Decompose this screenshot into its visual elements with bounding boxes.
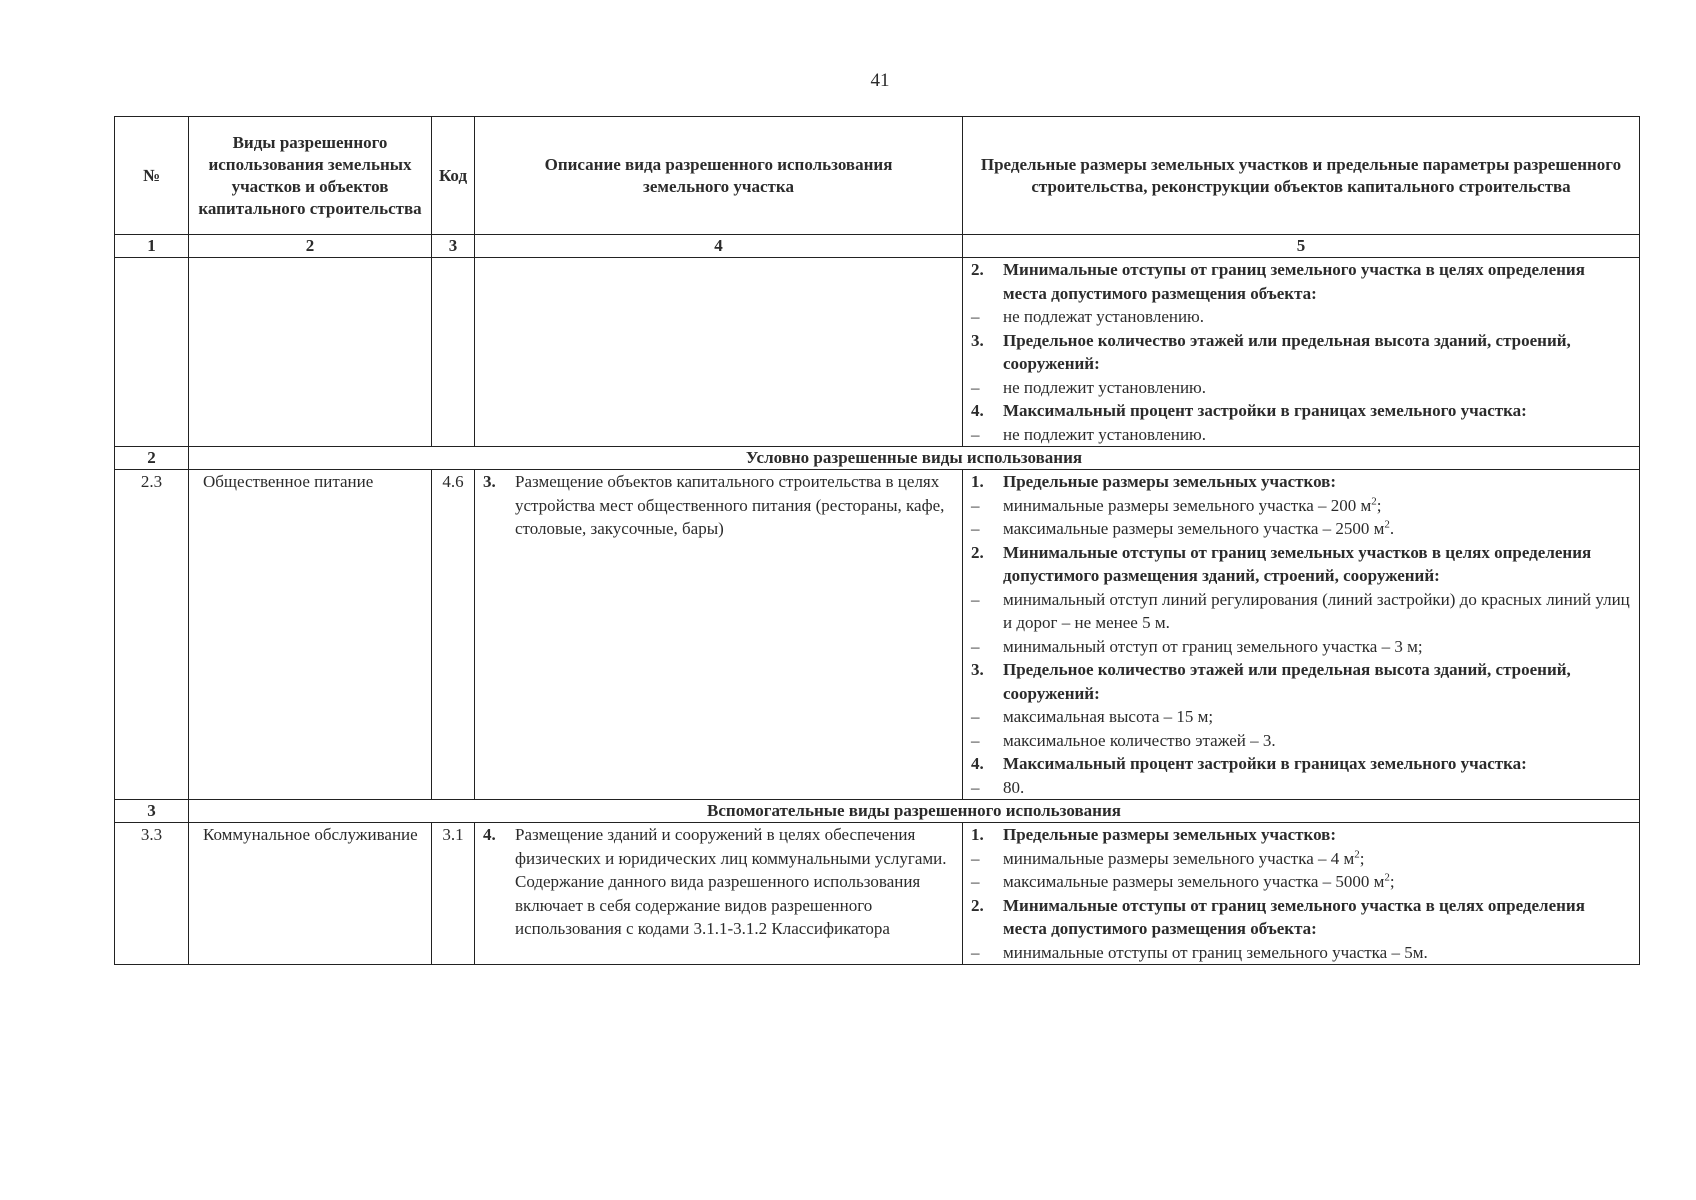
table-row [115,823,1640,965]
section-title: Условно разрешенные виды использования [189,447,1640,470]
section-num: 3 [115,800,189,823]
param-heading: 3. Предельное количество этажей или предельная высота зданий, строений, сооружений: [971,330,1571,373]
param-heading: 3. Предельное количество этажей или предельная высота зданий, строений, сооружений: [971,660,1571,703]
desc-num: 4. [483,825,496,844]
param-item: – минимальные отступы от границ земельного участка – 5м. [971,942,1428,962]
header-description: Описание вида разрешенного использования земельного участка [475,117,963,235]
cell-parameters [963,823,1640,965]
param-item: – минимальный отступ линий регулирования (линий застройки) до красных линий улиц и дорог – не менее 5 м. [971,589,1630,632]
column-number: 2 [189,235,432,258]
desc-num: 3. [483,472,496,491]
param-heading: 2. Минимальные отступы от границ земельных участков в целях определения допустимого размещения зданий, строений, сооружений: [971,542,1592,585]
cell-num: 3.3 [115,823,189,965]
section-row [115,800,1640,823]
param-heading: 1. Предельные размеры земельных участков: [971,472,1337,491]
desc-text: Размещение объектов капитального строительства в целях устройства мест общественного питания (рестораны, кафе, столовые, закусочные, бары) [515,472,945,538]
param-item: – не подлежит установлению. [971,377,1207,397]
cell-description [475,470,963,800]
cell-name: Коммунальное обслуживание [189,823,432,965]
cell-parameters [963,470,1640,800]
cell-name [189,258,432,447]
table-row [115,470,1640,800]
column-number: 1 [115,235,189,258]
desc-text: Размещение зданий и сооружений в целях обеспечения физических и юридических лиц коммунальными услугами. Содержание данного вида разрешенного использования включает в себя содержание видов разрешенного использования с кодами 3.1.1-3.1.2 Классификатора [515,825,947,938]
param-item: – не подлежат установлению. [971,307,1205,326]
cell-num: 2.3 [115,470,189,800]
param-item: – минимальный отступ от границ земельного участка – 3 м; [971,636,1423,656]
param-item: – минимальные размеры земельного участка – 4 $м^2$; [971,847,1365,868]
param-item: – максимальные размеры земельного участка – 5000 $м^2$; [971,871,1395,891]
param-item: – 80. [971,777,1025,797]
param-item: – максимальные размеры земельного участка – 2500 $м^2$. [971,518,1395,538]
page-number: 41 [870,70,890,91]
cell-code: 3.1 [432,823,475,965]
param-heading: 4. Максимальный процент застройки в границах земельного участка: [971,401,1527,420]
cell-code [432,258,475,447]
land-use-table [114,116,1640,965]
header-parameters: Предельные размеры земельных участков и предельные параметры разрешенного строительства, реконструкции объектов капитального строительства [963,117,1640,235]
param-item: – максимальное количество этажей – 3. [971,730,1276,750]
param-heading: 1. Предельные размеры земельных участков: [971,825,1337,844]
param-heading: 2. Минимальные отступы от границ земельного участка в целях определения места допустимого размещения объекта: [971,260,1585,303]
header-num: № [115,117,189,235]
column-number-row [115,235,1640,258]
param-heading: 4. Максимальный процент застройки в границах земельного участка: [971,754,1527,773]
cell-num [115,258,189,447]
table-row [115,258,1640,447]
column-number: 4 [475,235,963,258]
cell-description [475,258,963,447]
section-title: Вспомогательные виды разрешенного использования [189,800,1640,823]
cell-name: Общественное питание [189,470,432,800]
section-num: 2 [115,447,189,470]
param-heading: 2. Минимальные отступы от границ земельного участка в целях определения места допустимого размещения объекта: [971,895,1585,938]
column-number: 5 [963,235,1640,258]
cell-description [475,823,963,965]
section-row [115,447,1640,470]
header-code: Код [432,117,475,235]
param-item: – максимальная высота – 15 м; [971,707,1214,726]
header-name: Виды разрешенного использования земельных участков и объектов капитального строительства [189,117,432,235]
param-item: – не подлежит установлению. [971,424,1207,444]
cell-code: 4.6 [432,470,475,800]
param-item: – минимальные размеры земельного участка – 200 $м^2$; [971,494,1382,515]
header-row [115,117,1640,235]
cell-parameters [963,258,1640,447]
column-number: 3 [432,235,475,258]
